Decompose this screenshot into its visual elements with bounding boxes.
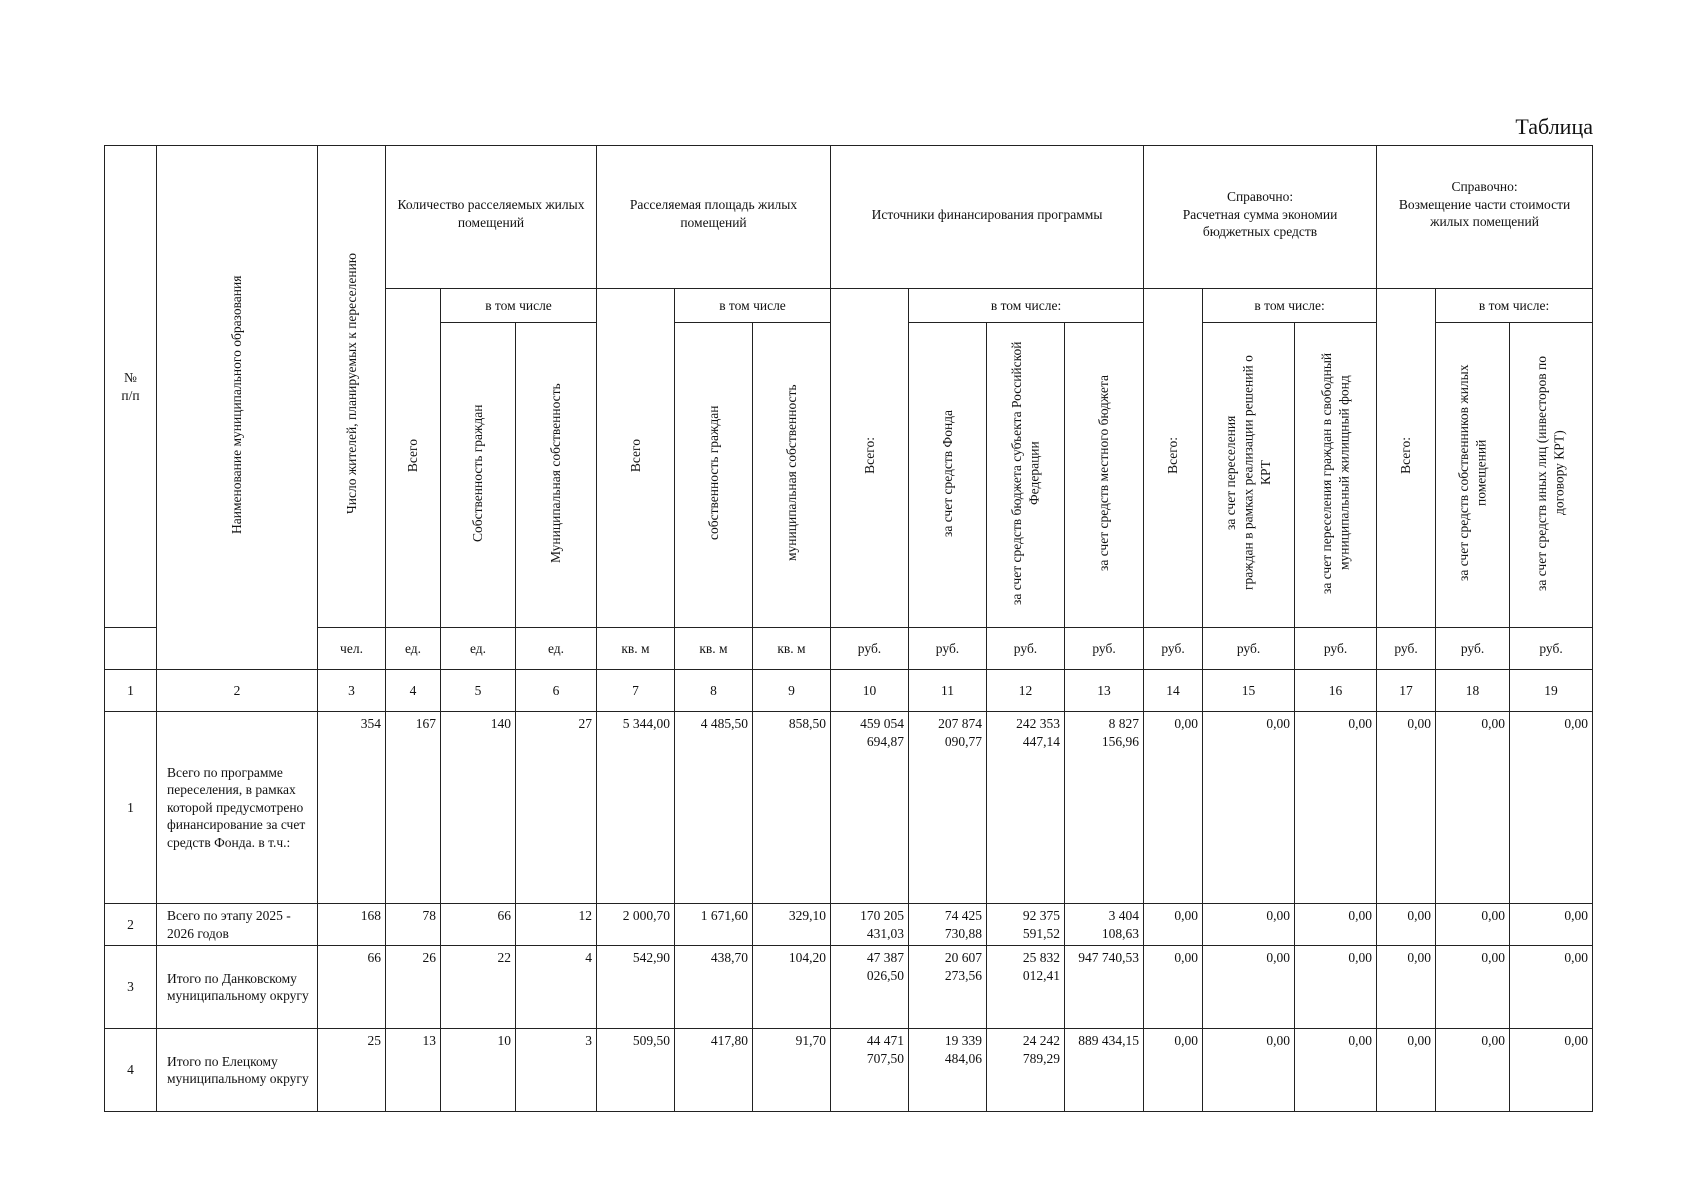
value-cell: 4 485,50: [675, 712, 753, 904]
value-cell: 2 000,70: [597, 904, 675, 946]
header-area-private-text: собственность граждан: [705, 405, 721, 540]
value-cell: 0,00: [1436, 946, 1510, 1029]
row-name: [157, 946, 318, 1029]
unit-cell: руб.: [1065, 628, 1144, 670]
units-row: [105, 628, 1593, 670]
value-cell: 858,50: [753, 712, 831, 904]
value-cell: 0,00: [1295, 712, 1377, 904]
header-group-area: Расселяемая площадь жилых помещений: [597, 146, 831, 289]
value-cell: 167: [386, 712, 441, 904]
value-cell: 20 607 273,56: [909, 946, 987, 1029]
unit-cell: кв. м: [675, 628, 753, 670]
column-number: 14: [1144, 670, 1203, 712]
column-number: 10: [831, 670, 909, 712]
row-name: [157, 1029, 318, 1112]
header-area-total-text: Всего: [627, 439, 643, 473]
value-cell: 0,00: [1377, 1029, 1436, 1112]
value-cell: 509,50: [597, 1029, 675, 1112]
value-cell: 0,00: [1377, 904, 1436, 946]
header-econ-krt-text: за счет переселения граждан в рамках реализации решений о КРТ: [1223, 355, 1274, 591]
unit-cell: кв. м: [597, 628, 675, 670]
unit-cell: руб.: [987, 628, 1065, 670]
value-cell: 66: [441, 904, 516, 946]
column-number: 8: [675, 670, 753, 712]
row-number: 4: [105, 1029, 157, 1112]
header-comp-total-text: Всего:: [1398, 437, 1414, 475]
value-cell: 12: [516, 904, 597, 946]
value-cell: 104,20: [753, 946, 831, 1029]
header-fin-total: [831, 289, 909, 628]
units-num-cell: [105, 628, 157, 670]
header-econ-incl: в том числе:: [1203, 289, 1377, 323]
header-count-municipal-text: Муниципальная собственность: [548, 382, 564, 563]
value-cell: 459 054 694,87: [831, 712, 909, 904]
header-fin-subject: [987, 323, 1065, 628]
header-fin-local-text: за счет средств местного бюджета: [1096, 374, 1112, 571]
header-residents-text: Число жителей, планируемых к переселению: [343, 253, 359, 515]
column-number: 1: [105, 670, 157, 712]
column-number: 6: [516, 670, 597, 712]
row-name: [157, 712, 318, 904]
value-cell: 26: [386, 946, 441, 1029]
table-caption: Таблица: [1515, 114, 1593, 139]
unit-cell: кв. м: [753, 628, 831, 670]
column-number: 15: [1203, 670, 1295, 712]
column-number: 5: [441, 670, 516, 712]
value-cell: 140: [441, 712, 516, 904]
column-number: 9: [753, 670, 831, 712]
column-number: 7: [597, 670, 675, 712]
value-cell: 0,00: [1203, 904, 1295, 946]
header-area-private: [675, 323, 753, 628]
row-name-text: Всего по этапу 2025 - 2026 годов: [167, 908, 291, 941]
header-area-incl: в том числе: [675, 289, 831, 323]
value-cell: 8 827 156,96: [1065, 712, 1144, 904]
header-fin-fund-text: за счет средств Фонда: [939, 409, 955, 537]
value-cell: 66: [318, 946, 386, 1029]
value-cell: 0,00: [1436, 1029, 1510, 1112]
value-cell: 22: [441, 946, 516, 1029]
unit-cell: руб.: [1203, 628, 1295, 670]
value-cell: 47 387 026,50: [831, 946, 909, 1029]
header-residents: [318, 146, 386, 628]
header-econ-krt: [1203, 323, 1295, 628]
value-cell: 889 434,15: [1065, 1029, 1144, 1112]
column-number: 16: [1295, 670, 1377, 712]
value-cell: 0,00: [1510, 904, 1593, 946]
row-number: 2: [105, 904, 157, 946]
resettlement-table: [104, 145, 1593, 1112]
row-number: 1: [105, 712, 157, 904]
column-number: 2: [157, 670, 318, 712]
header-comp-total: [1377, 289, 1436, 628]
row-name: [157, 904, 318, 946]
value-cell: 329,10: [753, 904, 831, 946]
value-cell: 0,00: [1295, 904, 1377, 946]
value-cell: 4: [516, 946, 597, 1029]
column-number: 18: [1436, 670, 1510, 712]
value-cell: 92 375 591,52: [987, 904, 1065, 946]
column-number: 17: [1377, 670, 1436, 712]
header-area-total: [597, 289, 675, 628]
unit-cell: руб.: [909, 628, 987, 670]
header-group-fin: Источники финансирования программы: [831, 146, 1144, 289]
column-number-row: [105, 670, 1593, 712]
table-header: [105, 146, 1593, 712]
header-econ-free: [1295, 323, 1377, 628]
table-body: [105, 712, 1593, 1112]
value-cell: 3: [516, 1029, 597, 1112]
value-cell: 170 205 431,03: [831, 904, 909, 946]
header-name-text: Наименование муниципального образования: [229, 276, 245, 535]
header-count-private: [441, 323, 516, 628]
header-fin-subject-text: за счет средств бюджета субъекта Российской Федерации: [1008, 340, 1042, 605]
unit-cell: чел.: [318, 628, 386, 670]
column-number: 11: [909, 670, 987, 712]
header-econ-free-text: за счет переселения граждан в свободный муниципальный жилищный фонд: [1318, 352, 1352, 594]
value-cell: 44 471 707,50: [831, 1029, 909, 1112]
value-cell: 947 740,53: [1065, 946, 1144, 1029]
value-cell: 24 242 789,29: [987, 1029, 1065, 1112]
value-cell: 0,00: [1295, 946, 1377, 1029]
column-number: 13: [1065, 670, 1144, 712]
value-cell: 542,90: [597, 946, 675, 1029]
column-number: 3: [318, 670, 386, 712]
header-fin-total-text: Всего:: [861, 437, 877, 475]
row-name-text: Всего по программе переселения, в рамках которой предусмотрено финансирование за счет средств Фонда. в т.ч.:: [167, 764, 306, 850]
value-cell: 0,00: [1144, 1029, 1203, 1112]
unit-cell: руб.: [1377, 628, 1436, 670]
value-cell: 438,70: [675, 946, 753, 1029]
unit-cell: ед.: [386, 628, 441, 670]
value-cell: 78: [386, 904, 441, 946]
table-row: [105, 712, 1593, 904]
header-fin-incl: в том числе:: [909, 289, 1144, 323]
header-group-count: Количество расселяемых жилых помещений: [386, 146, 597, 289]
header-comp-investors: [1510, 323, 1593, 628]
column-number: 19: [1510, 670, 1593, 712]
header-num: № п/п: [105, 146, 157, 628]
value-cell: 168: [318, 904, 386, 946]
header-comp-investors-text: за счет средств иных лиц (инвесторов по договору КРТ): [1534, 355, 1568, 591]
unit-cell: руб.: [1144, 628, 1203, 670]
table-row: [105, 904, 1593, 946]
value-cell: 0,00: [1436, 904, 1510, 946]
header-count-incl: в том числе: [441, 289, 597, 323]
header-name: [157, 146, 318, 670]
value-cell: 0,00: [1510, 1029, 1593, 1112]
value-cell: 0,00: [1436, 712, 1510, 904]
unit-cell: ед.: [516, 628, 597, 670]
value-cell: 3 404 108,63: [1065, 904, 1144, 946]
header-count-total: [386, 289, 441, 628]
row-number: 3: [105, 946, 157, 1029]
value-cell: 0,00: [1203, 712, 1295, 904]
value-cell: 1 671,60: [675, 904, 753, 946]
header-fin-fund: [909, 323, 987, 628]
value-cell: 0,00: [1203, 946, 1295, 1029]
table-row: [105, 946, 1593, 1029]
value-cell: 13: [386, 1029, 441, 1112]
header-area-municipal-text: муниципальная собственность: [783, 384, 799, 562]
value-cell: 207 874 090,77: [909, 712, 987, 904]
header-count-total-text: Всего: [405, 439, 421, 473]
header-count-private-text: Собственность граждан: [470, 404, 486, 542]
header-group-econ: Справочно: Расчетная сумма экономии бюджетных средств: [1144, 146, 1377, 289]
header-econ-total-text: Всего:: [1165, 437, 1181, 475]
value-cell: 91,70: [753, 1029, 831, 1112]
value-cell: 0,00: [1377, 712, 1436, 904]
header-fin-local: [1065, 323, 1144, 628]
table-row: [105, 1029, 1593, 1112]
unit-cell: ед.: [441, 628, 516, 670]
value-cell: 5 344,00: [597, 712, 675, 904]
value-cell: 417,80: [675, 1029, 753, 1112]
header-area-municipal: [753, 323, 831, 628]
value-cell: 10: [441, 1029, 516, 1112]
header-comp-incl: в том числе:: [1436, 289, 1593, 323]
column-number: 12: [987, 670, 1065, 712]
header-comp-owners-text: за счет средств собственников жилых помещений: [1455, 364, 1489, 581]
header-comp-owners: [1436, 323, 1510, 628]
value-cell: 25: [318, 1029, 386, 1112]
column-number: 4: [386, 670, 441, 712]
value-cell: 25 832 012,41: [987, 946, 1065, 1029]
value-cell: 242 353 447,14: [987, 712, 1065, 904]
unit-cell: руб.: [1295, 628, 1377, 670]
unit-cell: руб.: [1436, 628, 1510, 670]
value-cell: 0,00: [1510, 712, 1593, 904]
value-cell: 0,00: [1295, 1029, 1377, 1112]
header-econ-total: [1144, 289, 1203, 628]
unit-cell: руб.: [831, 628, 909, 670]
value-cell: 74 425 730,88: [909, 904, 987, 946]
value-cell: 27: [516, 712, 597, 904]
row-name-text: Итого по Данковскому муниципальному округу: [167, 970, 309, 1004]
value-cell: 0,00: [1144, 712, 1203, 904]
row-name-text: Итого по Елецкому муниципальному округу: [167, 1053, 309, 1087]
value-cell: 0,00: [1377, 946, 1436, 1029]
value-cell: 19 339 484,06: [909, 1029, 987, 1112]
unit-cell: руб.: [1510, 628, 1593, 670]
value-cell: 354: [318, 712, 386, 904]
value-cell: 0,00: [1510, 946, 1593, 1029]
value-cell: 0,00: [1144, 946, 1203, 1029]
value-cell: 0,00: [1144, 904, 1203, 946]
header-group-comp: Справочно: Возмещение части стоимости жилых помещений: [1377, 146, 1593, 289]
header-count-municipal: [516, 323, 597, 628]
value-cell: 0,00: [1203, 1029, 1295, 1112]
